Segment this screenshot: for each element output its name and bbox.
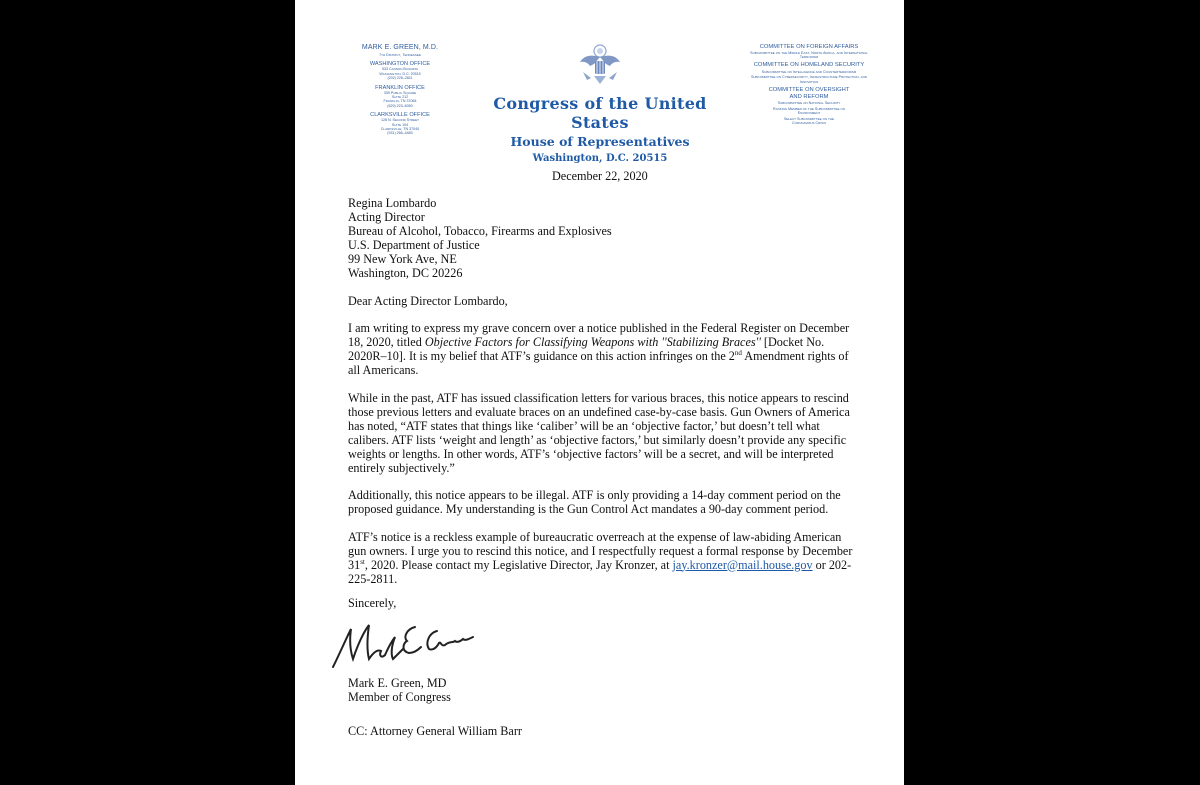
committee-oversight [745, 87, 873, 125]
recipient-agency: Bureau of Alcohol, Tobacco, Firearms and Explosives [348, 224, 612, 238]
signer-title: Member of Congress [348, 690, 451, 704]
p4-superscript: st [360, 557, 365, 566]
closing: Sincerely, [348, 596, 397, 610]
recipient-city: Washington, DC 20226 [348, 266, 463, 280]
office-line: Franklin, TN 37064 [383, 99, 417, 104]
letterhead-committees [745, 44, 873, 125]
office-franklin [350, 85, 450, 109]
subcommittee: Subcommittee on Cybersecurity, Infrastructure Protection, and Innovation [750, 75, 868, 84]
signer-block [348, 676, 451, 704]
subcommittee: Subcommittee on the Middle East, North Africa, and International Terrorism [750, 50, 868, 59]
handwritten-signature [329, 615, 479, 675]
office-washington [350, 61, 450, 80]
masthead-city: Washington, D.C. 20515 [532, 153, 668, 164]
office-line: Washington, D.C. 20515 [379, 71, 421, 76]
subcommittee: Ranking Member of the Subcommittee on Environment [773, 106, 845, 116]
office-line: Suite 212 [391, 95, 409, 100]
eagle-seal-icon [575, 42, 625, 90]
committee-homeland-security [745, 62, 873, 84]
office-title: CLARKSVILLE OFFICE [370, 112, 430, 119]
paragraph-4 [348, 530, 853, 586]
congress-masthead [465, 94, 735, 164]
paragraph-3: Additionally, this notice appears to be illegal. ATF is only providing a 14-day comment period on the proposed guidance. My understanding is the Gun Control Act mandates a 90-day comment period. [348, 488, 841, 516]
masthead-title: Congress of the United States [493, 94, 707, 132]
letterhead-member-info [350, 44, 450, 136]
cc-line: CC: Attorney General William Barr [348, 724, 522, 738]
office-title: FRANKLIN OFFICE [375, 84, 425, 91]
office-line: (629) 223–6050 [387, 103, 413, 108]
office-title: WASHINGTON OFFICE [369, 61, 431, 68]
signer-name: Mark E. Green, MD [348, 676, 447, 690]
subcommittee: Subcommittee on National Security [777, 101, 841, 106]
committee-title: COMMITTEE ON HOMELAND SECURITY [753, 62, 865, 69]
paragraph-1 [348, 321, 853, 377]
committee-foreign-affairs [745, 44, 873, 59]
letter-page [295, 0, 904, 785]
subcommittee: Select Subcommittee on the Coronavirus Crisis [783, 116, 835, 126]
committee-title: COMMITTEE ON OVERSIGHT AND REFORM [768, 87, 850, 100]
office-clarksville [350, 112, 450, 136]
salutation: Dear Acting Director Lombardo, [348, 293, 508, 308]
subcommittee: Subcommittee on Intelligence and Counterterrorism [761, 70, 857, 74]
committee-title: COMMITTEE ON FOREIGN AFFAIRS [759, 44, 859, 50]
paragraph-2: While in the past, ATF has issued classification letters for various braces, this notice appears to rescind those previous letters and evaluate braces on an undefined case-by-case basis. Gun Owners of America has noted, “ATF states that things like ‘caliber’ will be an ‘objective factor,’ but doesn’t tell what calibers. ATF lists ‘weight and length’ as ‘objective factors,’ but similarly doesn’t provide any specific weights or lengths. In other words, ATF’s ‘objective factors’ will be a secret, and will be interpreted entirely subjectively.” [348, 390, 850, 475]
p1-text-b: [Docket No. 2020R–10]. It is my belief that ATF’s guidance on this action infringes on the 2 [348, 335, 825, 363]
office-line: Clarksville, TN 37040 [380, 127, 420, 132]
office-line: Suite 104 [391, 122, 409, 127]
masthead-subtitle: House of Representatives [510, 134, 690, 149]
p1-text-a: I am writing to express my grave concern over a notice published in the Federal Register on December 18, 2020, titled [348, 321, 850, 349]
letter-date: December 22, 2020 [552, 169, 648, 183]
p1-superscript: nd [734, 348, 742, 357]
office-line: 533 Cannon Building [382, 67, 418, 72]
recipient-title: Acting Director [348, 210, 425, 224]
letter-body [348, 196, 853, 599]
p4-text-a: ATF’s notice is a reckless example of bureaucratic overreach at the expense of law-abiding American gun owners. I urge you to rescind this notice, and I respectfully request a formal response by December 31 [348, 529, 853, 572]
notice-title: Objective Factors for Classifying Weapons with ''Stabilizing Braces'' [424, 335, 761, 349]
p4-text-b: , 2020. Please contact my Legislative Director, Jay Kronzer, at [364, 557, 673, 572]
office-line: 128 N. Second Street [380, 118, 420, 123]
recipient-address [348, 196, 853, 280]
p4-text-c: or 202-225-2811. [348, 557, 852, 586]
p1-text-c: Amendment rights of all Americans. [348, 349, 849, 377]
office-line: (931) 266–4483 [387, 131, 413, 136]
recipient-department: U.S. Department of Justice [348, 238, 480, 252]
member-district: 7th District, Tennessee [379, 53, 421, 57]
member-name: MARK E. GREEN, M.D. [361, 44, 439, 51]
recipient-name: Regina Lombardo [348, 196, 437, 210]
email-link[interactable]: jay.kronzer@mail.house.gov [672, 557, 813, 572]
office-line: (202) 225–2811 [387, 76, 413, 81]
recipient-street: 99 New York Ave, NE [348, 252, 457, 266]
office-line: 305 Public Square [383, 90, 417, 95]
